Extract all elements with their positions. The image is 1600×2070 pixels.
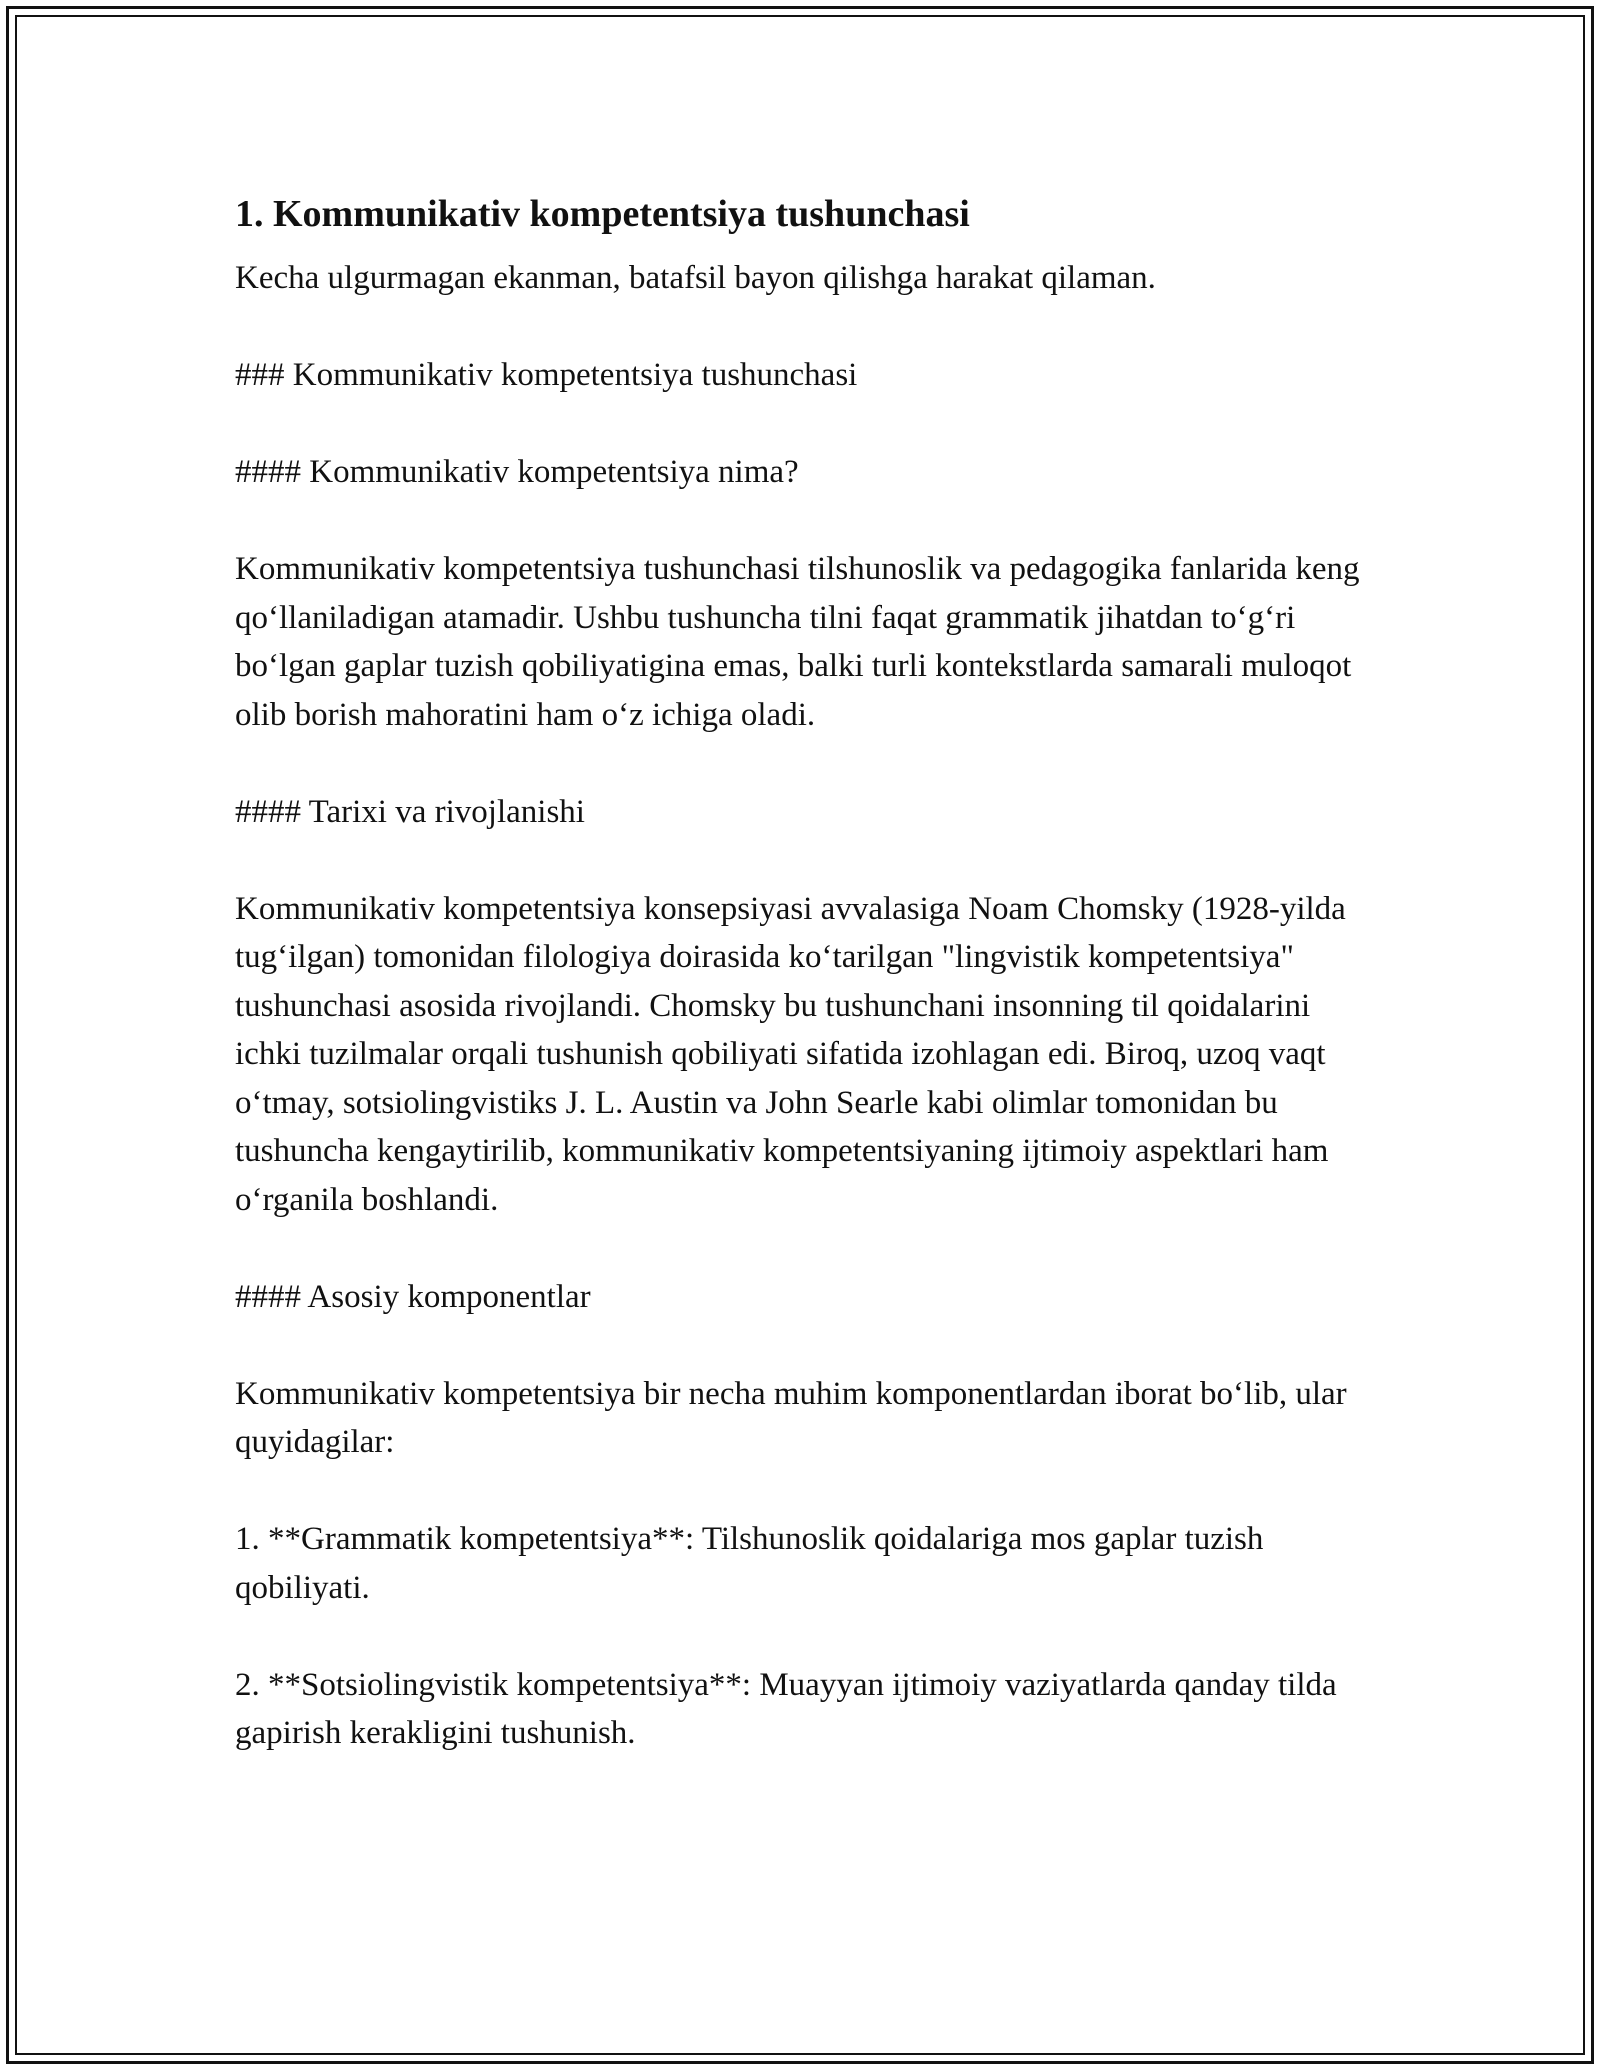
heading-h4-history: #### Tarixi va rivojlanishi (235, 793, 585, 830)
history-paragraph: Kommunikativ kompetentsiya konsepsiyasi avvalasiga Noam Chomsky (1928-yilda tug‘ilgan) tomonidan filologiya doirasida ko‘tarilgan "lingvistik kompetentsiya" tushunchasi asosida rivojlandi. Chomsky bu tushunchani insonning til qoidalarini ichki tuzilmalar orqali tushunish qobiliyati sifatida izohlagan edi. Biroq, uzoq vaqt o‘tmay, sotsiolingvistiks J. L. Austin va John Searle kabi olimlar tomonidan bu tushuncha kengaytirilib, kommunikativ kompetentsiyaning ijtimoiy aspektlari ham o‘rganila boshlandi. (235, 890, 1346, 1218)
heading-h4-components: #### Asosiy komponentlar (235, 1278, 591, 1315)
heading-h3-concept: ### Kommunikativ kompetentsiya tushunchasi (235, 357, 858, 393)
intro-paragraph: Kecha ulgurmagan ekanman, batafsil bayon qilishga harakat qilaman. (235, 260, 1156, 296)
heading-h4-what-is: #### Kommunikativ kompetentsiya nima? (235, 454, 799, 490)
list-item-grammatical: 1. **Grammatik kompetentsiya**: Tilshunoslik qoidalariga mos gaplar tuzish qobiliyati. (235, 1521, 1264, 1606)
definition-paragraph: Kommunikativ kompetentsiya tushunchasi tilshunoslik va pedagogika fanlarida keng qo‘llaniladigan atamadir. Ushbu tushuncha tilni faqat grammatik jihatdan to‘g‘ri bo‘lgan gaplar tuzish qobiliyatigina emas, balki turli kontekstlarda samarali muloqot olib borish mahoratini ham o‘z ichiga oladi. (235, 551, 1360, 733)
document-title: 1. Kommunikativ kompetentsiya tushunchasi (235, 193, 970, 235)
components-intro-paragraph: Kommunikativ kompetentsiya bir necha muhim komponentlardan iborat bo‘lib, ular quyidagilar: (235, 1375, 1347, 1460)
document-body (235, 186, 1365, 1806)
list-item-sociolinguistic: 2. **Sotsiolingvistik kompetentsiya**: Muayyan ijtimoiy vaziyatlarda qanday tilda gapirish kerakligini tushunish. (235, 1666, 1337, 1751)
